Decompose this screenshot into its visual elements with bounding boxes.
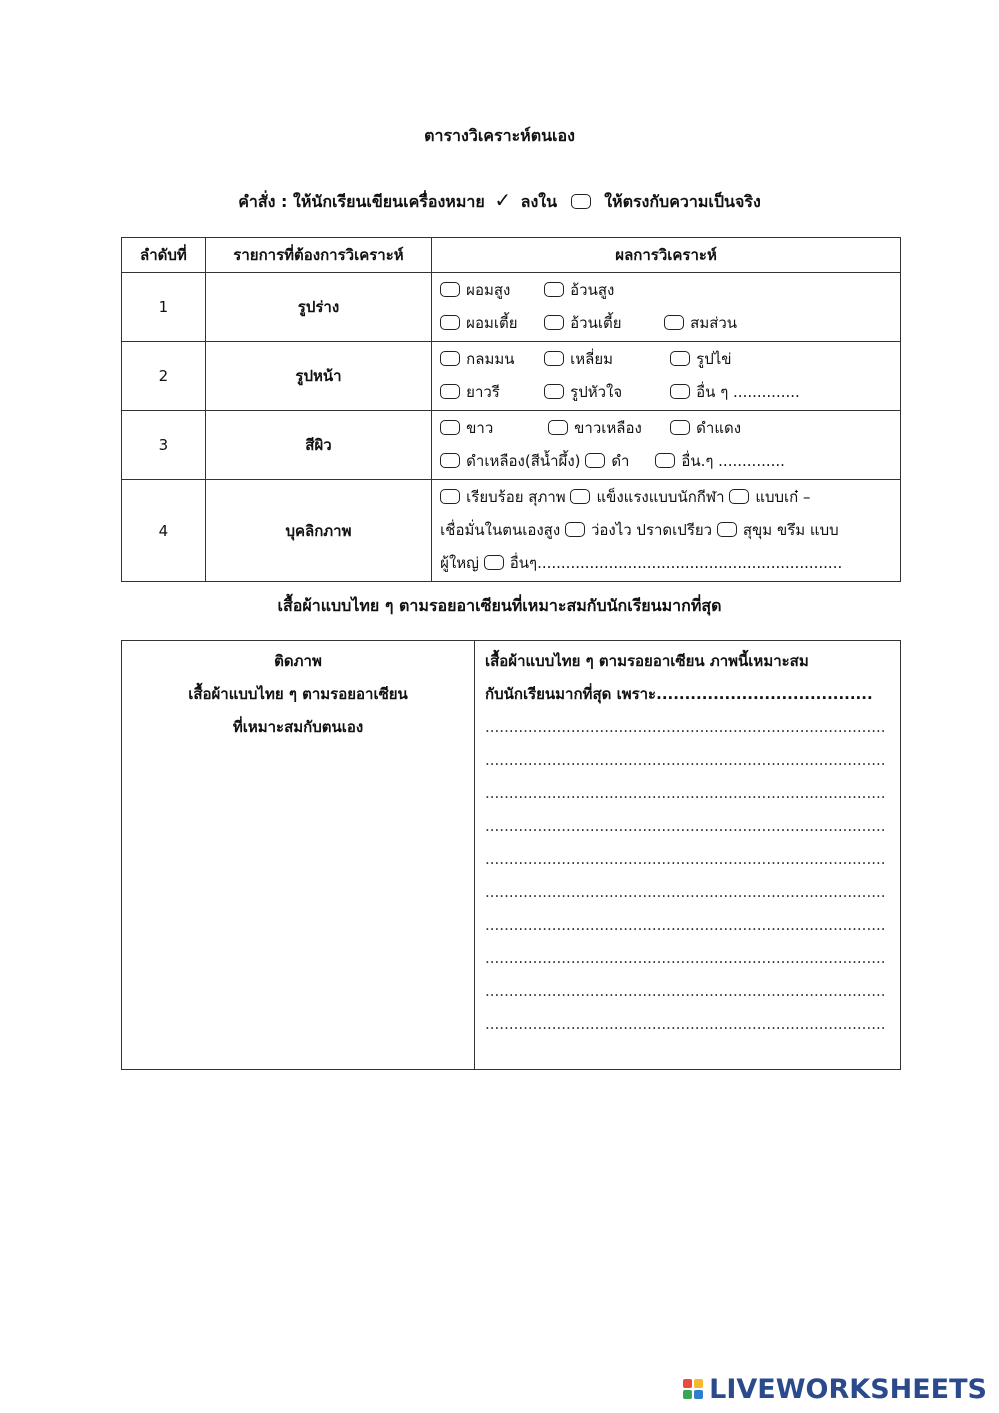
option-label: ดำ xyxy=(611,452,630,470)
answer-area xyxy=(475,641,900,1069)
row-number: 4 xyxy=(122,480,206,582)
option-label: เหลี่ยม xyxy=(570,350,614,368)
row-number: 3 xyxy=(122,411,206,480)
checkbox[interactable] xyxy=(670,384,690,399)
logo-icon xyxy=(683,1379,703,1399)
checkbox[interactable] xyxy=(440,420,460,435)
option-label: สุขุม ขรึม แบบ xyxy=(742,521,839,539)
answer-prompt[interactable]: กับนักเรียนมากที่สุด เพราะ...................................... xyxy=(485,685,873,703)
option-label: เรียบร้อย สุภาพ xyxy=(466,488,566,506)
checkbox[interactable] xyxy=(585,453,605,468)
photo-label: เสื้อผ้าแบบไทย ๆ ตามรอยอาเซียน xyxy=(188,685,408,703)
option-label: ขาว xyxy=(466,419,494,437)
checkbox[interactable] xyxy=(484,555,504,570)
answer-line[interactable]: .................................................................................... xyxy=(485,982,886,1000)
checkbox[interactable] xyxy=(655,453,675,468)
option-label: รูปไข่ xyxy=(696,350,732,368)
checkbox[interactable] xyxy=(670,351,690,366)
answer-line[interactable]: .................................................................................... xyxy=(485,949,886,967)
instruction-middle: ลงใน xyxy=(520,192,558,211)
table-row xyxy=(122,480,901,582)
section-subtitle: เสื้อผ้าแบบไทย ๆ ตามรอยอาเซียนที่เหมาะสมกับนักเรียนมากที่สุด xyxy=(277,596,722,615)
checkbox[interactable] xyxy=(544,351,564,366)
answer-line[interactable]: .................................................................................... xyxy=(485,817,886,835)
worksheet-title: ตารางวิเคราะห์ตนเอง xyxy=(424,126,575,145)
logo-square xyxy=(694,1390,703,1399)
photo-area[interactable] xyxy=(122,641,475,1069)
option-label: ขาวเหลือง xyxy=(574,419,642,437)
instruction-prefix: คำสั่ง : ให้นักเรียนเขียนเครื่องหมาย xyxy=(238,192,485,211)
liveworksheets-logo xyxy=(683,1372,987,1406)
answer-line[interactable]: .................................................................................... xyxy=(485,850,886,868)
row-item: บุคลิกภาพ xyxy=(205,480,431,582)
option-label: อ้วนสูง xyxy=(570,281,615,299)
row-number: 1 xyxy=(122,273,206,342)
row-item: รูปหน้า xyxy=(205,342,431,411)
header-number: ลำดับที่ xyxy=(122,238,206,273)
photo-answer-panel xyxy=(121,640,901,1070)
checkbox[interactable] xyxy=(440,282,460,297)
photo-label: ที่เหมาะสมกับตนเอง xyxy=(232,718,364,736)
checkbox[interactable] xyxy=(544,315,564,330)
option-label: เชื่อมั่นในตนเองสูง xyxy=(440,521,561,539)
option-label: ผอมสูง xyxy=(466,281,511,299)
answer-prompt: เสื้อผ้าแบบไทย ๆ ตามรอยอาเซียน ภาพนี้เหมาะสม xyxy=(485,652,809,670)
option-label: ดำเหลือง(สีน้ำผึ้ง) xyxy=(466,452,581,470)
instruction xyxy=(0,188,999,215)
checkbox[interactable] xyxy=(440,315,460,330)
checkbox[interactable] xyxy=(544,282,564,297)
check-mark-icon: ✓ xyxy=(494,188,512,212)
checkbox[interactable] xyxy=(440,453,460,468)
checkbox[interactable] xyxy=(440,351,460,366)
option-label: กลมมน xyxy=(466,350,515,368)
logo-square xyxy=(694,1379,703,1388)
logo-square xyxy=(683,1390,692,1399)
logo-square xyxy=(683,1379,692,1388)
answer-line[interactable]: .................................................................................... xyxy=(485,916,886,934)
checkbox[interactable] xyxy=(548,420,568,435)
checkbox[interactable] xyxy=(570,489,590,504)
analysis-table xyxy=(121,237,901,582)
option-label: แบบเก๋ – xyxy=(755,488,811,506)
checkbox[interactable] xyxy=(440,489,460,504)
row-item: สีผิว xyxy=(205,411,431,480)
instruction-suffix: ให้ตรงกับความเป็นจริง xyxy=(604,192,761,211)
row-options xyxy=(432,342,901,411)
answer-line[interactable]: .................................................................................... xyxy=(485,784,886,802)
row-options xyxy=(432,273,901,342)
checkbox[interactable] xyxy=(670,420,690,435)
table-row xyxy=(122,342,901,411)
answer-line[interactable]: .................................................................................... xyxy=(485,718,886,736)
answer-line[interactable]: .................................................................................... xyxy=(485,751,886,769)
checkbox[interactable] xyxy=(664,315,684,330)
option-label: อื่นๆ................................................................ xyxy=(509,554,843,572)
row-options xyxy=(432,480,901,582)
table-row xyxy=(122,411,901,480)
checkbox[interactable] xyxy=(544,384,564,399)
row-number: 2 xyxy=(122,342,206,411)
option-label: ผู้ใหญ่ xyxy=(440,554,479,572)
checkbox[interactable] xyxy=(440,384,460,399)
header-result: ผลการวิเคราะห์ xyxy=(432,238,901,273)
option-label: ว่องไว ปราดเปรียว xyxy=(590,521,713,539)
option-label: อื่น ๆ .............. xyxy=(696,383,800,401)
checkbox[interactable] xyxy=(717,522,737,537)
logo-text: LIVEWORKSHEETS xyxy=(709,1373,987,1405)
row-item: รูปร่าง xyxy=(205,273,431,342)
option-label: อื่น.ๆ .............. xyxy=(681,452,785,470)
checkbox[interactable] xyxy=(729,489,749,504)
table-row xyxy=(122,273,901,342)
photo-label: ติดภาพ xyxy=(274,652,322,670)
table-header-row xyxy=(122,238,901,273)
option-label: ผอมเตี้ย xyxy=(466,314,518,332)
answer-line[interactable]: .................................................................................... xyxy=(485,883,886,901)
option-label: อ้วนเตี้ย xyxy=(570,314,622,332)
option-label: แข็งแรงแบบนักกีฬา xyxy=(596,488,725,506)
answer-line[interactable]: .................................................................................... xyxy=(485,1015,886,1033)
option-label: ยาวรี xyxy=(466,383,500,401)
row-options xyxy=(432,411,901,480)
header-item: รายการที่ต้องการวิเคราะห์ xyxy=(205,238,431,273)
option-label: สมส่วน xyxy=(690,314,738,332)
checkbox-sample-icon xyxy=(571,194,591,209)
option-label: ดำแดง xyxy=(696,419,742,437)
checkbox[interactable] xyxy=(565,522,585,537)
option-label: รูปหัวใจ xyxy=(570,383,623,401)
